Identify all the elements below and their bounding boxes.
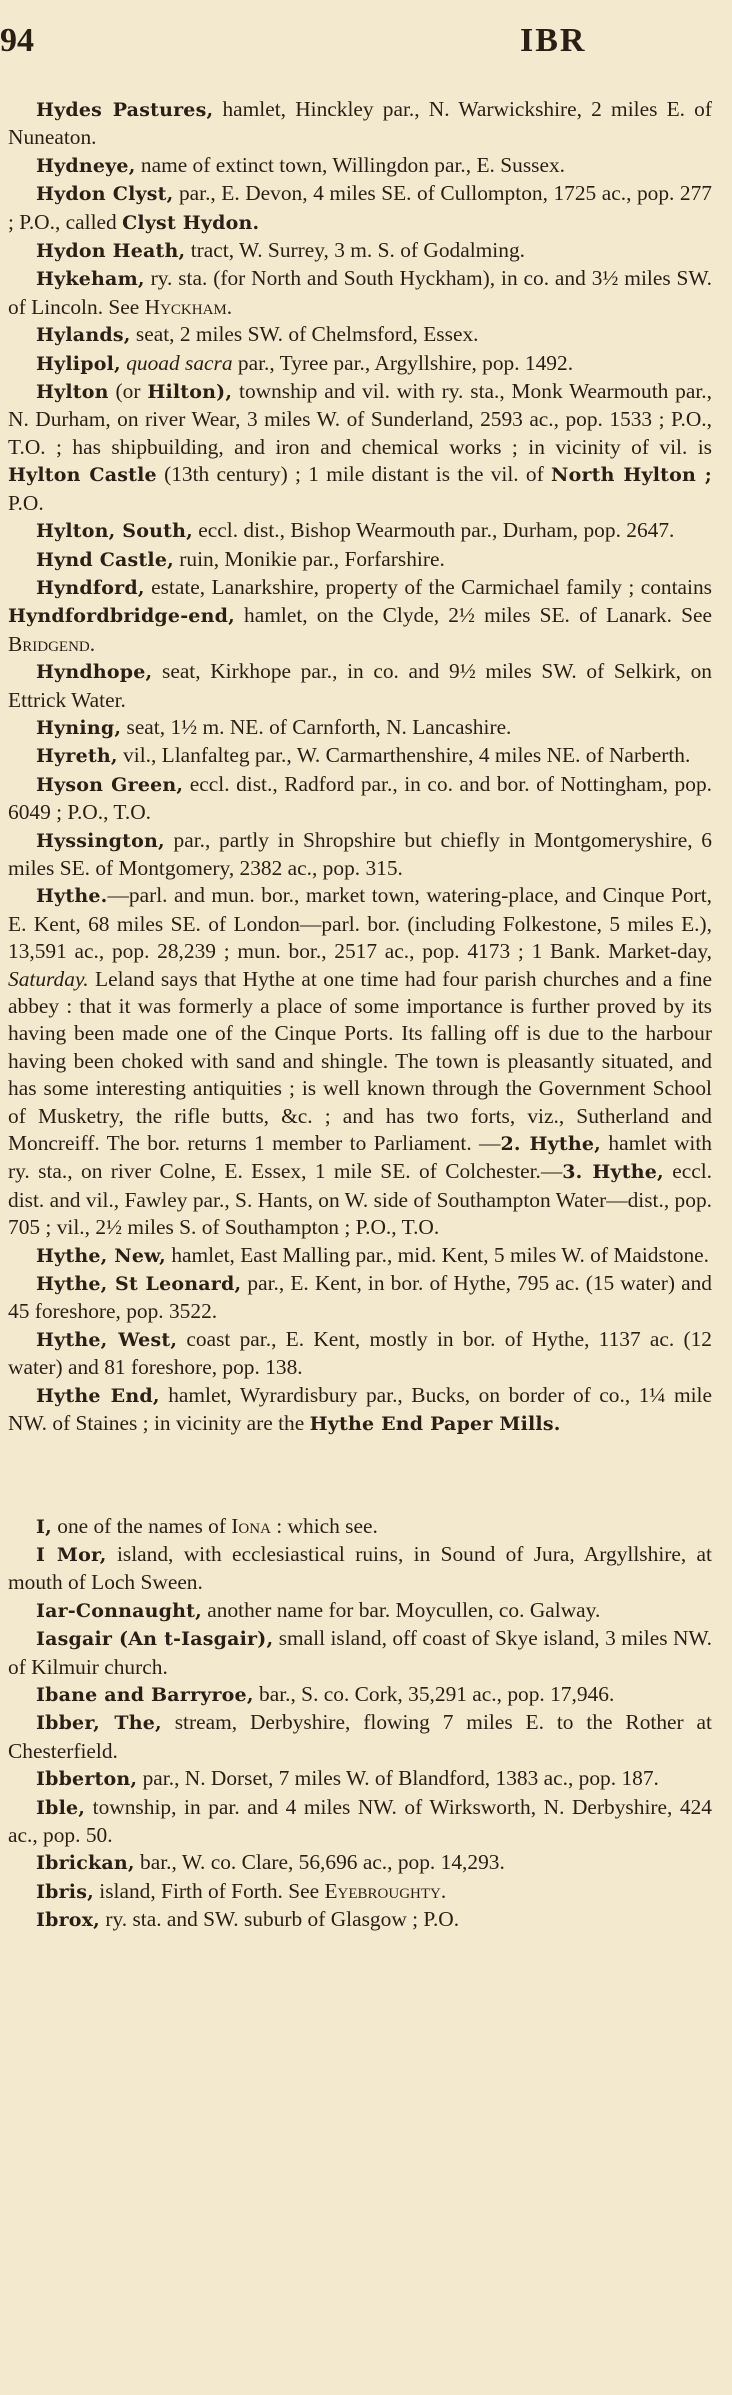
entry-text: bar., S. co. Cork, 35,291 ac., pop. 17,946. (253, 1681, 615, 1706)
entry-text: estate, Lanarkshire, property of the Carmichael family ; contains (144, 574, 712, 599)
entry-text: hamlet, Hinckley par., N. Warwickshire, 2 miles E. of Nuneaton. (8, 97, 712, 150)
entry-headword: Clyst Hydon. (122, 211, 260, 234)
entry-headword: I, (36, 1515, 52, 1538)
entry-headword: Hyndford, (36, 576, 145, 599)
entry-text: eccl. dist. and vil., Fawley par., S. Hants, on W. side of Southampton Water—dist., pop. 705 ; vil., 2½ miles S. of Southampton ; (8, 1159, 712, 1240)
entry-text: Iona (231, 1513, 271, 1538)
entry-headword: Hyssington, (36, 829, 165, 852)
entry-text: (or (108, 379, 148, 404)
entry-headword: Hyning, (36, 716, 122, 739)
entry-text: small island, off coast of Skye island, 3 miles NW. of Kilmuir church. (8, 1626, 712, 1679)
entry-text: Leland says that Hythe at one time had four parish churches and a fine abbey : that it was formerly a place of some importance is further proved by its having been made one of the Cinque Ports. Its falling off is due to the harbour having been choked with sand and shingle. The town is pleasantly situated, and has some interesting antiquities ; is well known through the Government School of Musketry, the rifle butts, &c. ; and has two forts, viz., Sutherland and Moncreiff. The bor. returns 1 member to Parliament. — (8, 966, 712, 1156)
entry-headword: 2. Hythe, (500, 1133, 601, 1156)
entry-headword: Hylton Castle (8, 464, 157, 487)
gazetteer-entry (8, 658, 712, 714)
entry-headword: Ibrickan, (36, 1852, 135, 1875)
gazetteer-entry (8, 96, 712, 152)
entry-headword: Hilton), (147, 381, 233, 404)
entry-headword: Hydon Clyst, (36, 183, 174, 206)
entry-text: eccl. dist., Bishop Wearmouth par., Durham, pop. 2647. (192, 518, 675, 543)
entry-headword: Ibris, (36, 1880, 94, 1903)
entry-headword: Iasgair (An t-Iasgair), (36, 1628, 274, 1651)
gazetteer-entry (8, 1382, 712, 1439)
entry-text: hamlet, Wyrardisbury par., Bucks, on border of co., 1¼ mile NW. of Staines ; in vicinity are the (8, 1382, 712, 1436)
entry-text: coast par., E. Kent, mostly in bor. of Hythe, 1137 ac. (12 water) and 81 foreshore, pop. 138. (8, 1326, 713, 1380)
entry-headword: Ibber, The, (36, 1712, 162, 1735)
entry-headword: Hyndfordbridge-end, (8, 605, 235, 628)
entry-text: P.O., T.O. (355, 1215, 440, 1240)
gazetteer-entry (8, 1625, 712, 1681)
entry-text: P.O. (19, 209, 55, 234)
gazetteer-entry (8, 827, 712, 883)
entry-text: hamlet, East Malling par., mid. Kent, 5 miles W. of Maidstone. (165, 1242, 709, 1267)
entry-headword: Hylands, (36, 324, 131, 347)
gazetteer-entry (8, 1794, 712, 1850)
running-head: IBR (520, 22, 587, 59)
entry-text: tract, W. Surrey, 3 m. S. of Godalming. (185, 238, 525, 263)
entry-text: : which see. (270, 1513, 378, 1538)
gazetteer-entry (8, 350, 712, 378)
entry-text: ; has shipbuilding, and iron and chemical works ; in vicinity of vil. is (45, 434, 712, 459)
entry-headword: Hynd Castle, (36, 548, 174, 571)
gazetteer-entry (8, 517, 712, 545)
entry-text: Eyebroughty. (324, 1878, 447, 1903)
entry-text: par., partly in Shropshire but chiefly in Montgomeryshire, 6 miles SE. of Montgomery, 2382 ac., pop. 315. (8, 827, 712, 880)
entry-headword: Hyson Green, (36, 773, 184, 796)
gazetteer-entry (8, 1242, 712, 1270)
entry-text: hamlet with ry. sta., on river Colne, E. Essex, 1 mile SE. of Colchester.— (8, 1131, 712, 1184)
entry-headword: Hydneye, (36, 154, 136, 177)
entry-text: par., E. Kent, in bor. of Hythe, 795 ac. (15 water) and 45 foreshore, pop. 3522. (8, 1271, 712, 1324)
entry-text: P.O. (423, 1907, 460, 1932)
entry-headword: Hythe End Paper Mills. (309, 1413, 561, 1436)
gazetteer-entry (8, 1765, 712, 1793)
entry-text: ry. sta. and SW. suburb of Glasgow ; (100, 1907, 424, 1932)
entry-text: seat, 2 miles SW. of Chelmsford, Essex. (130, 322, 479, 347)
entry-headword: Hylipol, (36, 352, 121, 375)
entry-text: eccl. dist., Radford par., in co. and bor. of Nottingham, pop. 6049 ; (8, 771, 712, 825)
entry-text: one of the names of (51, 1513, 232, 1538)
entry-text: Hyckham. (144, 294, 233, 319)
entry-text: township, in par. and 4 miles NW. of Wirksworth, N. Derbyshire, 424 ac., pop. 50. (8, 1794, 712, 1847)
entry-headword: Ibberton, (36, 1768, 138, 1791)
entry-headword: Hydes Pastures, (36, 99, 214, 121)
entry-text: par., Tyree par., Argyllshire, pop. 1492. (232, 350, 574, 375)
gazetteer-entry (8, 882, 712, 1241)
entry-headword: I Mor, (36, 1543, 107, 1566)
entry-headword: North Hylton ; (551, 464, 712, 487)
entry-text: P.O., T.O. (8, 407, 712, 459)
entry-text: ruin, Monikie par., Forfarshire. (173, 546, 445, 571)
gazetteer-entry (8, 742, 712, 770)
entry-headword: Hythe, St Leonard, (36, 1273, 242, 1296)
gazetteer-entry (8, 152, 712, 180)
entry-text: island, Firth of Forth. See (93, 1878, 325, 1903)
gazetteer-entry (8, 1513, 712, 1541)
entry-headword: Hythe, New, (36, 1244, 166, 1267)
entry-text: vil., Llanfalteg par., W. Carmarthenshire, 4 miles NE. of Narberth. (117, 743, 691, 768)
gazetteer-entry (8, 714, 712, 742)
entry-text: name of extinct town, Willingdon par., E. Sussex. (135, 152, 566, 177)
entry-text: Saturday. (8, 966, 89, 991)
entry-headword: Ible, (36, 1796, 86, 1819)
gazetteer-entry (8, 1270, 712, 1326)
entry-text: (13th century) ; 1 mile distant is the vil. of (156, 462, 551, 487)
entry-text: , called (54, 209, 123, 234)
gazetteer-entry (8, 237, 712, 265)
entry-text: —parl. and mun. bor., market town, watering-place, and Cinque Port, E. Kent, 68 miles SE. of London—parl. bor. (including Folkestone, 5 miles E.), 13,591 ac., pop. 28,239 ; mun. bor., 2517 ac., pop. 4173 ; 1 Bank. Market-day, (8, 883, 712, 964)
entry-text: seat, 1½ m. NE. of Carnforth, N. Lancashire. (121, 714, 512, 739)
entry-headword: Hykeham, (36, 268, 145, 291)
entry-headword: Iar-Connaught, (36, 1599, 202, 1622)
entry-headword: Ibane and Barryroe, (36, 1683, 254, 1706)
gazetteer-entry (8, 1709, 712, 1765)
gazetteer-entry (8, 1849, 712, 1877)
gazetteer-entry (8, 546, 712, 574)
entry-text: island, with ecclesiastical ruins, in Sound of Jura, Argyllshire, at mouth of Loch Sween. (8, 1541, 712, 1595)
entry-text: quoad sacra (126, 350, 233, 375)
gazetteer-entry (8, 180, 712, 237)
entry-headword: Hydon Heath, (36, 240, 186, 263)
entry-text: seat, Kirkhope par., in co. and 9½ miles SW. of Selkirk, on Ettrick Water. (8, 659, 712, 712)
gazetteer-entry (8, 1681, 712, 1709)
gazetteer-entry (8, 574, 712, 658)
gazetteer-entry (8, 1597, 712, 1625)
entry-text: par., N. Dorset, 7 miles W. of Blandford, 1383 ac., pop. 187. (137, 1766, 659, 1791)
gazetteer-entry (8, 378, 712, 517)
gazetteer-entry (8, 265, 712, 321)
page-number: 94 (0, 22, 34, 59)
entry-headword: Hythe, West, (36, 1328, 178, 1351)
section-divider (8, 1439, 712, 1513)
entry-headword: Hyreth, (36, 745, 118, 768)
entry-text: P.O., T.O. (67, 800, 152, 825)
gazetteer-entry (8, 1878, 712, 1906)
page-header (0, 0, 732, 96)
entry-text: P.O. (8, 490, 44, 515)
entry-text: another name for bar. Moycullen, co. Galway. (201, 1597, 601, 1622)
entry-headword: Hylton, South, (36, 520, 193, 543)
gazetteer-entry (8, 1326, 712, 1382)
entry-text: hamlet, on the Clyde, 2½ miles SE. of Lanark. See (234, 603, 712, 628)
entry-list (8, 96, 712, 1935)
entry-headword: Hythe End, (36, 1384, 160, 1407)
gazetteer-entry (8, 1906, 712, 1934)
entry-text: ry. sta. (for North and South Hyckham), in co. and 3½ miles SW. of Lincoln. See (8, 266, 712, 319)
entry-headword: Hylton (36, 381, 109, 404)
entry-text: par., E. Devon, 4 miles SE. of Cullompton, 1725 ac., pop. 277 ; (8, 181, 712, 234)
gazetteer-entry (8, 771, 712, 827)
entry-text: stream, Derbyshire, flowing 7 miles E. to the Rother at Chesterfield. (8, 1710, 712, 1763)
entry-text: bar., W. co. Clare, 56,696 ac., pop. 14,293. (134, 1850, 505, 1875)
entry-headword: Ibrox, (36, 1909, 100, 1932)
entry-headword: Hythe. (36, 885, 108, 908)
entry-headword: Hyndhope, (36, 661, 153, 684)
gazetteer-entry (8, 1541, 712, 1597)
entry-text: township and vil. with ry. sta., Monk Wearmouth par., N. Durham, on river Wear, 3 miles W. of Sunderland, 2593 ac., pop. 1533 ; (8, 379, 713, 432)
gazetteer-entry (8, 321, 712, 349)
entry-text: Bridgend. (8, 631, 96, 656)
entry-headword: 3. Hythe, (562, 1161, 664, 1184)
